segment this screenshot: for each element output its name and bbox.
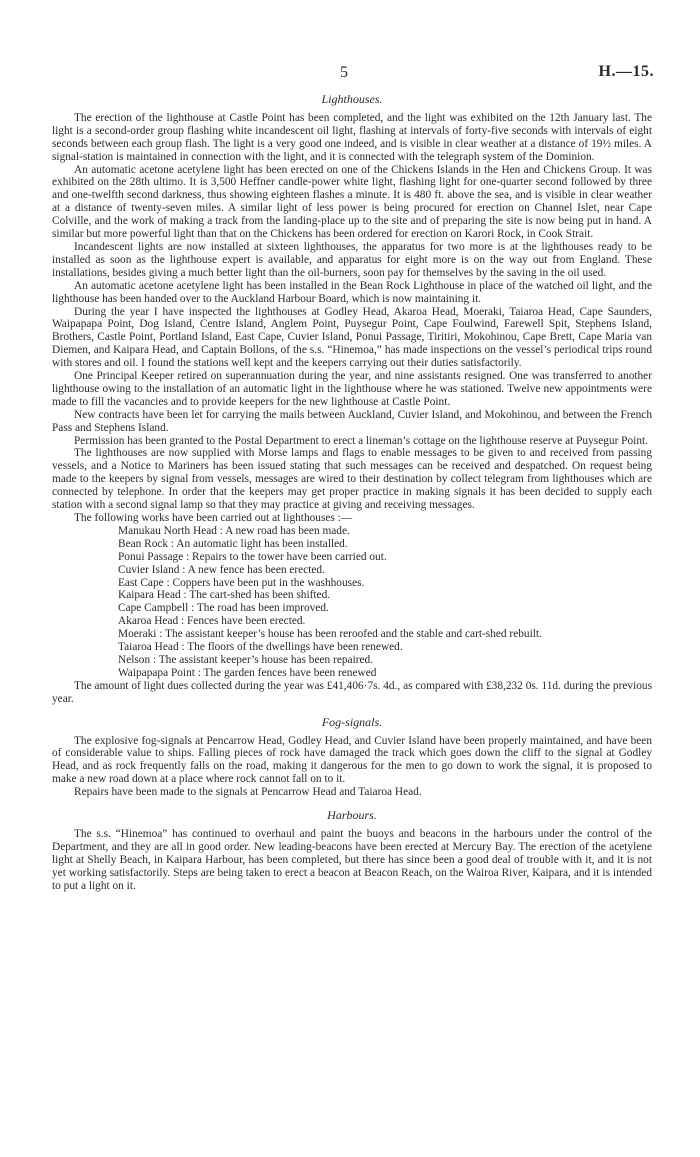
paragraph: Incandescent lights are now installed at sixteen lighthouses, the apparatus for two more is at the lighthouses ready to be installed as soon as the lighthouse expert is available, and apparatus for eight more is on the way out from England. These installations, besides giving a much better light than the oil-burners, soon pay for themselves by the saving in the oil used.	[52, 240, 652, 279]
paragraph: An automatic acetone acetylene light has been installed in the Bean Rock Lighthouse in place of the watched oil light, and the lighthouse has been handed over to the Auckland Harbour Board, which is now maintaining it.	[52, 279, 652, 305]
list-item: Cuvier Island : A new fence has been erected.	[118, 563, 325, 576]
list-item: Ponui Passage : Repairs to the tower have been carried out.	[118, 550, 387, 563]
list-item: Kaipara Head : The cart-shed has been shifted.	[118, 589, 331, 602]
section-heading-harbours: Harbours.	[327, 808, 377, 823]
light-dues-paragraph: The amount of light dues collected during the year was £41,406·7s. 4d., as compared with £38,232 0s. 11d. during the previous year.	[52, 679, 652, 705]
paragraph: An automatic acetone acetylene light has been erected on one of the Chickens Islands in the Hen and Chickens Group. It was exhibited on the 28th ultimo. It is 3,500 Heffner candle-power white light, flashing light for one-quarter second followed by three and one-twelfth second darkness, thus showing eighteen flashes a minute. It is 480 ft. above the sea, and is visible in clear weather at a distance of twenty-seven miles. A similar light of less power is being procured for erection on Channel Islet, near Cape Colville, and the work of making a track from the landing-place up to the site and of preparing the site is now being put in hand. A similar but more powerful light than that on the Chickens has been ordered for erection on Karori Rock, in Cook Strait.	[52, 163, 652, 241]
page-number: 5	[340, 64, 348, 81]
paragraph: One Principal Keeper retired on superannuation during the year, and nine assistants resigned. One was transferred to another lighthouse owing to the installation of an automatic light in the lighthouse where he was stationed. Twelve new appointments were made to fill the vacancies and to provide keepers for the new lighthouse at Castle Point.	[52, 370, 652, 408]
section-heading-lighthouses: Lighthouses.	[321, 92, 383, 106]
paragraph: The erection of the lighthouse at Castle Point has been completed, and the light was exhibited on the 12th January last. The light is a second-order group flashing white incandescent oil light, flashing at intervals of forty-five seconds with intervals of eight seconds between each group flash. The light is a very good one indeed, and is visible in clear weather at a distance of 19½ miles. A signal-station is maintained in connection with the light, and it is connected with the telegraph system of the Dominion.	[52, 111, 652, 163]
list-item: Nelson : The assistant keeper’s house has been repaired.	[118, 653, 374, 666]
list-item: Manukau North Head : A new road has been made.	[118, 524, 350, 537]
list-item: Waipapapa Point : The garden fences have been renewed	[118, 666, 377, 679]
paragraph: The following works have been carried out at lighthouses :—	[74, 512, 353, 524]
paragraph: During the year I have inspected the lighthouses at Godley Head, Akaroa Head, Moeraki, Taiaroa Head, Cape Saunders, Waipapapa Point, Dog Island, Centre Island, Anglem Point, Puysegur Point, Cape Foulwind, Farewell Spit, Stephens Island, Brothers, Castle Point, Portland Island, East Cape, Cuvier Island, Ponui Passage, Tiritiri, Mokohinou, Cape Brett, Cape Maria van Diemen, and Kaipara Head, and Captain Bollons, of the s.s. “Hinemoa,” has made inspections on the vessel’s periodical trips round with stores and oil. I found the stations well kept and the keepers carrying out their duties satisfactorily.	[52, 305, 652, 370]
list-item: Moeraki : The assistant keeper’s house has been reroofed and the stable and cart-shed rebuilt.	[118, 628, 542, 641]
works-list	[118, 525, 652, 680]
paragraph: The explosive fog-signals at Pencarrow Head, Godley Head, and Cuvier Island have been properly maintained, and have been of considerable value to ships. Falling pieces of rock have damaged the track which goes down the cliff to the signal at Godley Head, and as rock frequently falls on the road, making it dangerous for the men to go down to work the signal, it is proposed to make a new road down at a place where rock cannot fall on to it.	[52, 734, 652, 786]
list-item: Bean Rock : An automatic light has been installed.	[118, 537, 348, 550]
document-reference: H.—15.	[598, 63, 654, 80]
list-item: Taiaroa Head : The floors of the dwellings have been renewed.	[118, 641, 403, 654]
list-item: Akaroa Head : Fences have been erected.	[118, 615, 306, 628]
paragraph: Permission has been granted to the Postal Department to erect a lineman’s cottage on the lighthouse reserve at Puysegur Point.	[74, 434, 648, 447]
paragraph: The lighthouses are now supplied with Morse lamps and flags to enable messages to be given to and received from passing vessels, and a Notice to Mariners has been issued stating that such messages can be received and despatched. On request being made to the keepers by signal from vessels, messages are wired to their destination by collect telegram from lighthouses which are connected by telephone. In order that the keepers may get proper practice in making signals it has been decided to supply each station with a second signal lamp so that they may practice at giving and receiving messages.	[52, 447, 652, 512]
paragraph: New contracts have been let for carrying the mails between Auckland, Cuvier Island, and Mokohinou, and between the French Pass and Stephens Island.	[52, 408, 652, 434]
list-item: East Cape : Coppers have been put in the washhouses.	[118, 576, 365, 589]
section-heading-fog-signals: Fog-signals.	[321, 714, 383, 729]
paragraph: Repairs have been made to the signals at Pencarrow Head and Taiaroa Head.	[74, 786, 422, 799]
list-item: Cape Campbell : The road has been improved.	[118, 602, 329, 615]
paragraph: The s.s. “Hinemoa” has continued to overhaul and paint the buoys and beacons in the harbours under the control of the Department, and they are all in good order. New leading-beacons have been erected at Mercury Bay. The erection of the acetylene light at Shelly Beach, in Kaipara Harbour, has been completed, but there has since been a good deal of trouble with it, and it is not yet working satisfactorily. Steps are being taken to erect a beacon at Beacon Reach, on the Wairoa River, Kaipara, and it is intended to put a light on it.	[52, 827, 652, 892]
page-body	[52, 93, 652, 892]
